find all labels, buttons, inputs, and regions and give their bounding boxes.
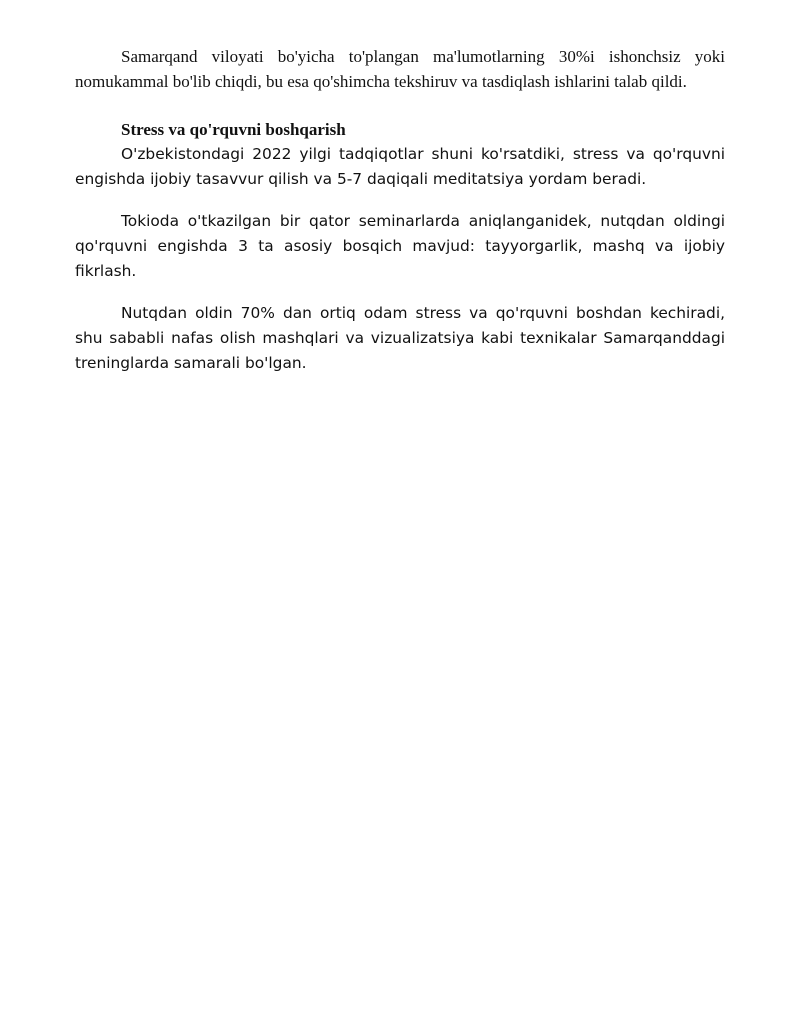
paragraph-tokyo-seminars: Tokioda o'tkazilgan bir qator seminarlarda aniqlanganidek, nutqdan oldingi qo'rquvni engishda 3 ta asosiy bosqich mavjud: tayyorgarlik, mashq va ijobiy fikrlash. <box>75 212 725 280</box>
paragraph-uzbekistan-research: O'zbekistondagi 2022 yilgi tadqiqotlar shuni ko'rsatdiki, stress va qo'rquvni engishda ijobiy tasavvur qilish va 5-7 daqiqali meditatsiya yordam beradi. <box>75 145 725 188</box>
document-page <box>75 44 725 376</box>
paragraph-stress-statistics: Nutqdan oldin 70% dan ortiq odam stress va qo'rquvni boshdan kechiradi, shu sababli nafas olish mashqlari va vizualizatsiya kabi texnikalar Samarqanddagi treninglarda samarali bo'lgan. <box>75 304 725 372</box>
section-heading: Stress va qo'rquvni boshqarish <box>121 120 346 139</box>
paragraph-data-reliability: Samarqand viloyati bo'yicha to'plangan ma'lumotlarning 30%i ishonchsiz yoki nomukammal bo'lib chiqdi, bu esa qo'shimcha tekshiruv va tasdiqlash ishlarini talab qildi. <box>75 47 725 91</box>
